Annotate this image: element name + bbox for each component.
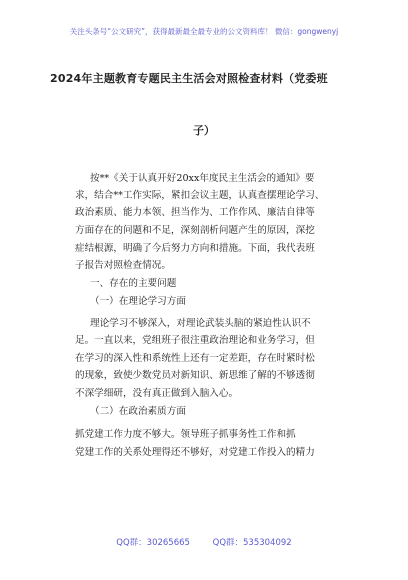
body-line: 理论学习不够深入，对理论武装头脑的紧迫性认识不 bbox=[90, 318, 311, 329]
body-line: 不深学细研，没有真正做到入脑入心。 bbox=[75, 388, 239, 399]
body-line: 的现象，致使少数党员对新知识、新思维了解的不够透彻 bbox=[75, 370, 315, 381]
document-title: 2024年主题教育专题民主生活会对照检查材料（党委班 bbox=[50, 72, 328, 85]
subsection-heading: （一）在理论学习方面 bbox=[90, 296, 186, 307]
header-note: 关注头条号“公文研究”，获得最新最全最专业的公文资料库！ 微信：gongwenyj bbox=[69, 27, 339, 36]
body-line: 在学习的深入性和系统性上还有一定差距，存在时紧时松 bbox=[75, 353, 315, 364]
body-line: 求，结合**工作实际，紧扣会议主题，认真查摆理论学习、 bbox=[75, 190, 325, 201]
body-line: 子报告对照检查情况。 bbox=[75, 260, 171, 271]
body-line: 按**《关于认真开好20xx年度民主生活会的通知》要 bbox=[90, 173, 315, 184]
document-title-continued: 子） bbox=[193, 124, 215, 137]
body-line: 方面存在的问题和不足，深刻剖析问题产生的原因，深挖 bbox=[75, 225, 315, 236]
footer-qq-group-2: QQ群：535304092 bbox=[212, 538, 292, 548]
body-line: 党建工作的关系处理得还不够好，对党建工作投入的精力 bbox=[75, 447, 315, 458]
body-line: 症结根源，明确了今后努力方向和措施。下面，我代表班 bbox=[75, 243, 315, 254]
footer-qq-group-1: QQ群：30265665 bbox=[116, 538, 190, 548]
footer-note bbox=[0, 536, 408, 548]
subsection-heading: （二）在政治素质方面 bbox=[90, 406, 186, 417]
body-line: 政治素质、能力本领、担当作为、工作作风、廉洁自律等 bbox=[75, 207, 315, 218]
section-heading: 一、存在的主要问题 bbox=[90, 278, 177, 289]
body-line: 足。一直以来，党组班子很注重政治理论和业务学习，但 bbox=[75, 335, 315, 346]
body-line: 抓党建工作力度不够大。领导班子抓事务性工作和抓 bbox=[75, 429, 296, 440]
